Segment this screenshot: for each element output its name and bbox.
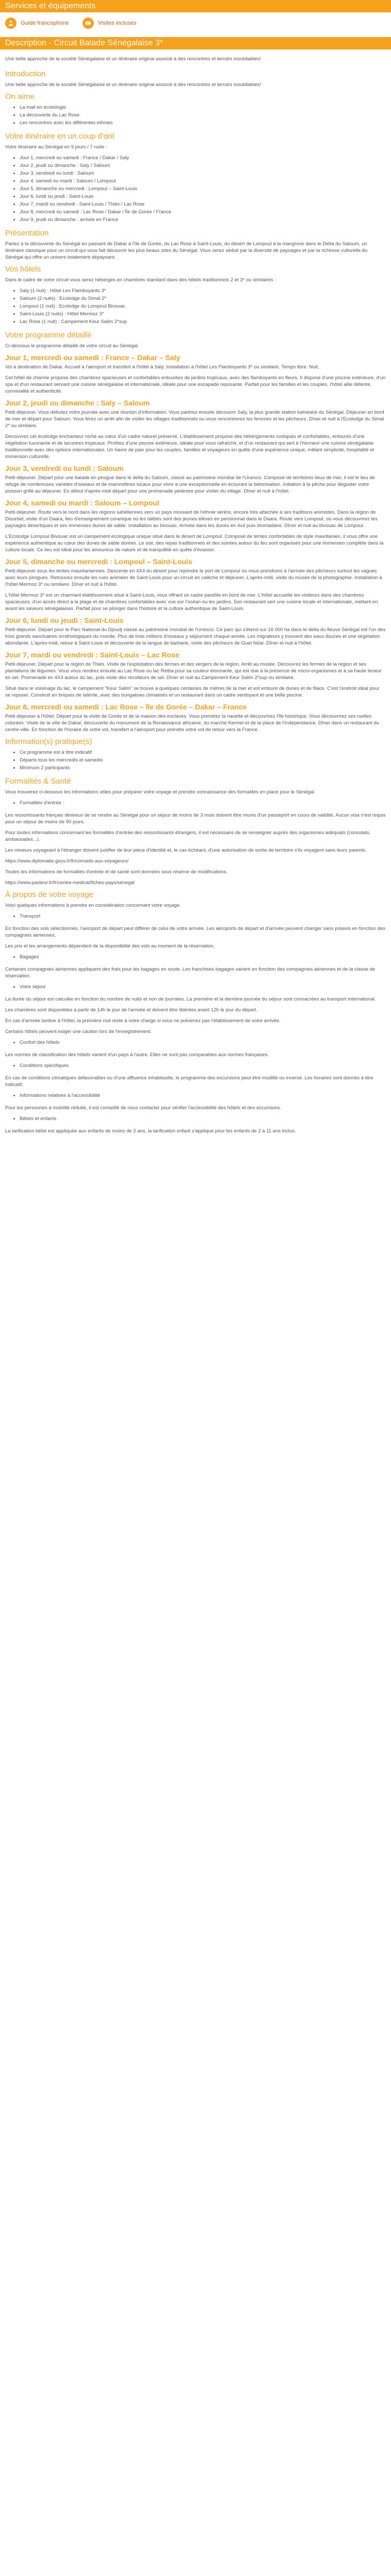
paragraph: Pour toutes informations concernant les formalités d'entrée des ressortissants étrangers, il est nécessaire de se renseigner auprès des organismes adéquats (consulats, ambassades...).: [5, 830, 371, 842]
paragraph: Petit-déjeuner. Départ pour une balade en pirogue dans le delta du Saloum, classé au patrimoine mondial de l'Unesco. Composé de territoires lieux de mer, il est le lieu de refuge de nombreuses variétés d'oiseaux et de mammifères locaux pour vivre à une exceptionnelle en écourant la bétonisation. Initiation à la pêche pour déguster votre poisson grillé au déjeuner. En début d'après-midi départ pour une promenade pédestre pour visiter du village. Dîner et nuit à l'hôtel.: [5, 475, 375, 494]
day-heading: Jour 6, lundi ou jeudi : Saint-Louis: [5, 616, 124, 624]
paragraph: En cas d'arrivée tardive à l'hôtel, la première nuit reste à votre charge si vous ne prévenez pas l'établissement de votre arrivée.: [5, 1018, 281, 1024]
list-item: • Départs tous les mercredis et samedis: [20, 757, 386, 764]
paragraph: Une belle approche de la société Sénégalaise et un itinéraire original associé à des rencontres et terroirs inoubliables!: [5, 82, 261, 88]
paragraph: Vous trouverez ci-dessous les informations utiles pour préparer votre voyage et prendre connaissance des formalités en place pour le Sénégal.: [5, 789, 316, 795]
list-item: • Jour 3, vendredi ou lundi : Saloum: [20, 170, 386, 177]
bullet-list: [5, 155, 386, 224]
paragraph: Les prix et les arrangements dépendent de la disponibilité des vols au moment de la réservation.: [5, 943, 215, 949]
list-item: • Jour 7, mardi ou vendredi : Saint-Louis / Thiès / Lac Rose: [20, 201, 386, 208]
list-item: • Minimum 2 participants: [20, 765, 386, 772]
list-item: • Jour 1, mercredi ou samedi : France / Dakar / Saly: [20, 155, 386, 162]
paragraph: En fonction des vols sélectionnés, l'aéroport de départ peut différer de celui de votre arrivée. Les aéroports de départ et d'arrivée peuvent changer sans préavis en fonction des compagnies aériennes.: [5, 926, 385, 938]
list-item: • Jour 8, mercredi ou samedi : Lac Rose / Dakar / Île de Gorée / France: [20, 209, 386, 216]
service-guide-label: Guide francophone: [21, 20, 69, 26]
paragraph: La durée du séjour est calculée en fonction du nombre de nuits et non de journées. La première et la dernière journée du séjour sont consacrées au transport international.: [5, 996, 376, 1002]
ticket-icon: [83, 18, 94, 29]
paragraph: Cet hôtel de charme propose des chambres spacieuses et confortables entourées de jardins tropicaux, avec des flamboyants en fleurs. Il dispose d'une piscine extérieure, d'un spa et d'un restaurant servant une cuisine sénégalaise et internationale, idéale pour une escapade reposante. Parfait pour les familles et les couples, l'hôtel allie détente, convivialité et authenticité.: [5, 375, 386, 394]
section-heading: Formalités & Santé: [5, 777, 71, 786]
list-item: • Confort des hôtels: [20, 1039, 386, 1046]
list-item: • Lac Rose (1 nuit) : Campement Keur Salim 2*sup: [20, 318, 386, 326]
paragraph: https://www.diplomatie.gouv.fr/fr/conseils-aux-voyageurs/: [5, 858, 129, 864]
paragraph: Situé dans le voisinage du lac, le campement "Keur Salim" se trouve à quelques centaines de mètres de la mer et est entouré de dunes et de filaos. C'est l'endroit idéal pour se reposer. Construit en briques de latérite, avec des bungalows climatisés et un restaurant dans un cadre verdoyant et une belle piscine.: [5, 686, 380, 698]
paragraph: Petit-déjeuner. Vous débutez votre journée avec une réunion d'information. Vous partirez ensuite découvrir Saly, la plus grande station balnéaire du Sénégal. Déjeuner en bord de mer et départ pour Saloum. Vous ferez un arrêt afin de visiter les villages traditionnels ou vous rencontrerez les femmes et les pêcheurs. Dîner et nuit à l'Ecolodge du Simal 2* ou similaire.: [5, 410, 384, 429]
guide-icon: [5, 18, 17, 29]
list-item: • Saint-Louis (2 nuits) : Hôtel Mermoz 3*: [20, 311, 386, 318]
bullet-list: [5, 1115, 386, 1123]
section-heading: Présentation: [5, 229, 49, 238]
bullet-list: [5, 287, 386, 326]
paragraph: Dans le cadre de votre circuit vous serez hébergés en chambres standard dans des hôtels traditionnels 2 et 3* ou similaires :: [5, 277, 276, 283]
bullet-list: [5, 1092, 386, 1099]
list-item: • Jour 9, jeudi ou dimanche : arrivée en France: [20, 216, 386, 224]
bullet-list: [5, 800, 386, 807]
paragraph: L'hôtel Mermoz 3* est un charmant établissement situé à Saint-Louis, vous offrant un cadre paisible en bord de mer. L'hôtel accueille les visiteurs dans des chambres spacieuses, d'un accès direct à la plage et de chambres confortables avec vue sur l'océan ou les jardins. Son restaurant sert une cuisine locale et internationale, mettant en avant les saveurs sénégalaises. Parfait pour se plonger dans l'histoire et la culture authentique de Saint-Louis.: [5, 592, 378, 612]
paragraph: Toutes les informations de formalités d'entrée et de santé sont données sous réserve de modifications.: [5, 869, 228, 875]
content: [0, 49, 391, 1134]
paragraph: L'Ecolodge Lompoul Bivouac est un campement écologique unique situé dans le désert de Lompoul. Composé de tentes confortables de style mauritanien, il vous offre une expérience authentique au cœur des dunes de sable dorées. Le soir, des repas traditionnels et des soirées autour du feu sont organisés pour une immersion complète dans la culture locale. Ce lieu est idéal pour les amoureux de nature et de tranquillité en quête d'évasion.: [5, 534, 384, 553]
paragraph: Les normes de classification des hôtels varient d'un pays à l'autre. Elles ne sont pas comparables aux normes françaises.: [5, 1052, 269, 1058]
bullet-list: [5, 1062, 386, 1070]
paragraph: Voici quelques informations à prendre en considération concernant votre voyage.: [5, 903, 181, 908]
bullet-list: [5, 749, 386, 772]
paragraph: En cas de conditions climatiques défavorables ou d'une affluence inhabituelle, le programme des excursions peut être modifié ou inversé. Les horaires sont donnés à titre indicatif.: [5, 1075, 373, 1088]
day-heading: Jour 7, mardi ou vendredi : Saint-Louis – Lac Rose: [5, 651, 180, 659]
list-item: • Lompoul (1 nuit) : Ecolodge du Lompoul Bivouac: [20, 303, 386, 310]
paragraph: Petit-déjeuner. Départ pour la région de Thiès. Visite de l'exploitation des fermes et des vergers de la région. Arrêt au musée. Découvrez les fermes de la région et ses plantations de légumes. Vous vous rendrez ensuite au Lac Rose ou lac Retba pour sa couleur étonnante, qui est due à la présence de micro-organismes et à sa haute teneur en sel. Promenade en 4X4 autour du lac, puis visite des récolteurs de sel. Dîner et nuit au Campement Keur Salim 2*sup ou similaire.: [5, 662, 382, 681]
section-heading: Information(s) pratique(s): [5, 737, 92, 746]
services-list: [0, 12, 391, 34]
section-heading: Votre programme détaillé: [5, 331, 92, 340]
paragraph: La tarification bébé est appliquée aux enfants de moins de 2 ans, la tarification enfant s'applique pour les enfants de 2 à 11 ans inclus.: [5, 1128, 296, 1134]
list-item: • Conditions spécifiques: [20, 1062, 386, 1070]
service-visits-label: Visites incluses: [97, 20, 137, 26]
list-item: • Transport: [20, 913, 386, 920]
paragraph: Partez à la découverte du Sénégal en passant de Dakar à l'île de Gorée, du Lac Rose à Saint-Louis, du désert de Lompoul à la mangrove dans le Delta du Saloum, un itinéraire classique pour un circuit qui vous fait découvrir les plus beaux sites du Sénégal. Vous serez séduit par la diversité de paysages et par la richesse culturelle du Sénégal qui offre un univers totalement dépaysant.: [5, 241, 368, 260]
services-title-bar: Services et équipements: [0, 0, 391, 12]
paragraph: https://www.pasteur.fr/fr/centre-medical/fiches-pays/senegal: [5, 880, 135, 886]
paragraph: Petit-déjeuner à l'hôtel. Départ pour la visite de Gorée et de la maison des esclaves. Vous prendrez la navette et découvrirez l'île historique. Vous découvrirez ses ruelles colorées. Visite de la ville de Dakar, découverte du monument de la Renaissance africaine, du marché Kermel et de la place de l'Indépendance. Dîner dans un restaurant du centre-ville. En fonction de l'horaire de votre vol, transfert à l'aéroport pour prendre votre vol de retour vers la France.: [5, 714, 380, 733]
bullet-list: [5, 104, 386, 127]
bullet-list: [5, 1039, 386, 1046]
list-item: • Saloum (2 nuits) : Ecolodge du Simal 2*: [20, 295, 386, 302]
list-item: • Informations relatives à l'accessibilité: [20, 1092, 386, 1099]
paragraph: Pour les personnes à mobilité réduite, il est conseillé de nous contacter pour vérifier l'accessibilité des hôtels et des excursions.: [5, 1105, 282, 1111]
paragraph: Petit-déjeuner. Départ pour le Parc National du Djoudj classé au patrimoine mondial de l'Unesco. Ce parc qui s'étend sur 16 000 ha dans le delta du fleuve Sénégal est l'un des trois grands sanctuaires ornithologiques du monde. Plus de trois millions d'oiseaux y séjournent chaque année. Les migrateurs y trouvent des eaux douces et une végétation abondante. L'après-midi, retour à Saint-Louis et découverte de la langue de barbarie, visite des pêcheurs de Guet Ndar. Dîner et nuit à l'hôtel.: [5, 627, 386, 646]
paragraph: Les chambres sont disponibles à partir de 14h le jour de l'arrivée et doivent être libérées avant 12h le jour du départ.: [5, 1007, 257, 1013]
subtitle: Une belle approche de la société Sénégalaise et un itinéraire original associé à des rencontres et terroirs inoubliables!: [5, 56, 261, 62]
list-item: • La mail en écotologie: [20, 104, 386, 111]
paragraph: Certains hôtels peuvent exiger une caution lors de l'enregistrement.: [5, 1029, 152, 1035]
section-heading: On aime: [5, 92, 35, 101]
list-item: • Jour 5, dimanche ou mercredi : Lompoul – Saint-Louis: [20, 185, 386, 193]
day-heading: Jour 5, dimanche ou mercredi : Lompoul – Saint-Louis: [5, 557, 192, 566]
day-heading: Jour 8, mercredi ou samedi : Lac Rose – île de Gorée – Dakar – France: [5, 703, 247, 711]
bullet-list: [5, 984, 386, 991]
list-item: • Ce programme est à titre indicatif: [20, 749, 386, 756]
paragraph: Vol à destination de Dakar. Accueil à l'aéroport et transfert à l'hôtel à Saly. Installation à l'hôtel Les Flamboyants 3* ou similaire. Temps libre. Nuit.: [5, 364, 319, 370]
section-heading: Votre itinéraire en un coup d'œil: [5, 132, 115, 141]
list-item: • Formalités d'entrée :: [20, 800, 386, 807]
bullet-list: [5, 954, 386, 961]
list-item: • Votre séjour: [20, 984, 386, 991]
list-item: • Jour 4, samedi ou mardi : Saloum / Lompoul: [20, 178, 386, 185]
list-item: • Bagages: [20, 954, 386, 961]
list-item: • Jour 2, jeudi ou dimanche : Saly / Saloum: [20, 162, 386, 170]
section-heading: Vos hôtels: [5, 265, 41, 274]
list-item: • Jour 6, lundi ou jeudi : Saint-Louis: [20, 193, 386, 200]
paragraph: Certaines compagnies aériennes appliquent des frais pour les bagages en soute. Les franchises bagages varient en fonction des compagnies aériennes et de la classe de réservation.: [5, 967, 376, 979]
paragraph: Petit-déjeuner. Route vers le nord dans les régions sahéliennes vers un pays mouvant de l'ethnie sérère, encore très attachée à ses traditions animistes. Dans la région de Diourbel, visite d'un Daara, lieu d'enseignement coranique où les talibés sont des jeunes élèves en pensionnat dans le Daara. Route vers Lompoul, où vous découvrirez les paysages désertiques et ses immenses dunes de sable. Installation au bivouac. Arrivée dans les dunes en 4x4 puis dromadaire. Dîner et nuit au bivouac de Lompoul.: [5, 510, 378, 529]
paragraph: Votre itinéraire au Sénégal en 9 jours / 7 nuits :: [5, 144, 107, 150]
day-heading: Jour 3, vendredi ou lundi : Saloum: [5, 464, 124, 472]
service-visits: [83, 18, 137, 29]
paragraph: Ci-dessous le programme détaillé de votre circuit au Sénégal.: [5, 343, 139, 349]
list-item: • Les rencontres avec les différentes ethnies: [20, 120, 386, 127]
section-heading: À propos de votre voyage: [5, 890, 93, 899]
paragraph: Les ressortissants français désireux de se rendre au Sénégal pour un séjour de moins de 3 mois doivent être munis d'un passeport en cours de validité. Aucun visa n'est requis pour un séjour de moins de 90 jours.: [5, 812, 386, 825]
service-guide: [5, 18, 69, 29]
day-heading: Jour 4, samedi ou mardi : Saloum – Lompoul: [5, 499, 159, 507]
list-item: • Bébés et enfants: [20, 1115, 386, 1123]
paragraph: Les mineurs voyageant à l'étranger doivent justifier de leur pièce d'identité et, le cas échéant, d'une autorisation de sortie de territoire s'ils voyagent sans leurs parents.: [5, 848, 367, 853]
list-item: • La découverte du Lac Rose: [20, 112, 386, 119]
day-heading: Jour 1, mercredi ou samedi : France – Dakar – Saly: [5, 353, 181, 362]
section-heading: Introduction: [5, 70, 46, 78]
paragraph: Découvrez cet écolodge enchanteur niché au cœur d'un cadre naturel préservé. L'établissement propose des hébergements rustiques et confortables, entourés d'une végétation luxuriante et de lacustres tropicaux. Profitez d'une piscine extérieure, idéale pour vous rafraîchir, et d'un restaurant qui sert à l'honneur une cuisine sénégalaise traditionnelle avec des options internationales. Un havre de paix pour les couples, familles et voyageurs en quête d'une expérience unique, mêlant simplicité, hospitalité et immersion culturelle.: [5, 434, 374, 460]
description-title-bar: Description - Circuit Balade Sénégalaise 3*: [0, 37, 391, 49]
bullet-list: [5, 913, 386, 920]
list-item: • Saly (1 nuit) : Hôtel Les Flamboyants 3*: [20, 287, 386, 295]
paragraph: Petit-déjeuner sous les tentes mauritaniennes. Descente en 4X4 du désert pour rejoindre le port de Lompoul où nous prendrons à l'arrivée des pêcheurs surtout les vagues avec leurs pirogues. Retrouvez ensuite les rues animées de Saint-Louis pour un circuit en calèche et déjeuner. L'après-midi, visite du musée de la photographie. Installation à l'hôtel Mermoz 3* ou similaire. Dîner et nuit à l'hôtel.: [5, 568, 382, 587]
sections-container: [5, 70, 386, 1134]
day-heading: Jour 2, jeudi ou dimanche : Saly – Saloum: [5, 399, 150, 407]
